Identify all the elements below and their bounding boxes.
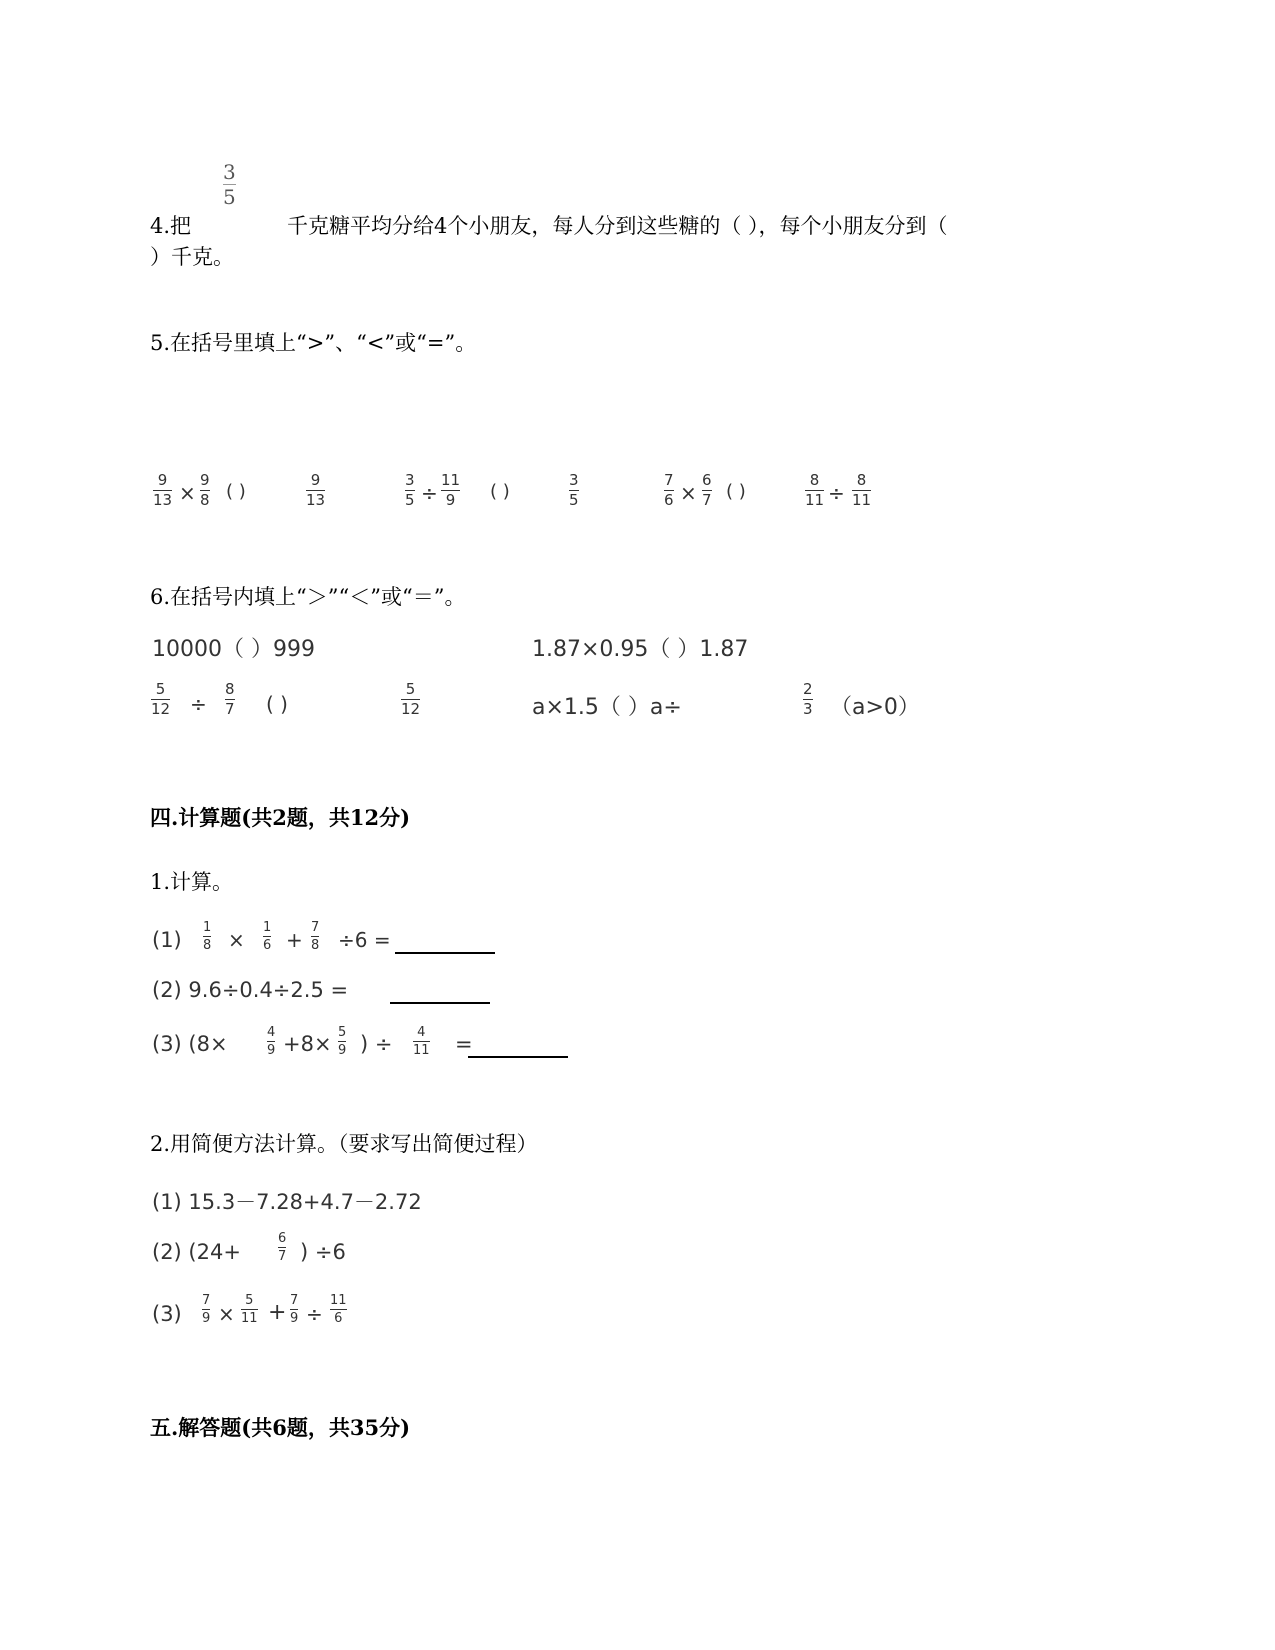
fraction (311, 921, 319, 952)
times-sign: × (228, 928, 245, 952)
q4-fraction (223, 162, 236, 207)
fraction (225, 682, 235, 717)
section-5-heading: 五.解答题(共6题，共35分) (150, 1415, 411, 1440)
fraction (200, 473, 210, 508)
fraction-numerator: 3 (223, 160, 236, 184)
plus-sign: + (286, 928, 303, 952)
fraction (338, 1026, 346, 1057)
q4-line1: 千克糖平均分给4个小朋友，每人分到这些糖的（ ），每个小朋友分到（ (287, 214, 948, 238)
fraction-bar (202, 1309, 210, 1310)
fraction-denominator: 8 (311, 938, 320, 953)
label: (1) (152, 928, 182, 952)
fraction-numerator: 4 (417, 1025, 426, 1040)
fraction-denominator: 11 (805, 491, 825, 509)
fraction-denominator: 12 (151, 700, 171, 718)
answer-parentheses[interactable]: ( ) (726, 481, 746, 502)
times-sign: × (218, 1302, 235, 1326)
fraction-bar (338, 1041, 346, 1042)
fraction (151, 682, 170, 717)
fraction-denominator: 11 (852, 491, 872, 509)
fraction (203, 921, 211, 952)
fraction-numerator: 9 (310, 471, 321, 489)
fraction-numerator: 5 (245, 1293, 254, 1308)
fraction-numerator: 3 (405, 471, 415, 489)
fraction (664, 473, 674, 508)
answer-blank[interactable] (468, 1034, 568, 1058)
fraction-numerator: 5 (155, 680, 166, 698)
fraction-denominator: 13 (153, 491, 173, 509)
label: (3) (8× (152, 1032, 228, 1056)
fraction-numerator: 7 (311, 920, 320, 935)
fraction-denominator: 12 (401, 700, 421, 718)
divide-sign: ÷ (828, 481, 845, 505)
equals-sign: = (455, 1032, 473, 1056)
fraction-bar (203, 936, 211, 937)
answer-parentheses[interactable]: ( ) (266, 692, 288, 716)
fraction (153, 473, 172, 508)
fraction (290, 1294, 298, 1325)
fraction-denominator: 3 (803, 700, 813, 718)
fraction-numerator: 6 (278, 1231, 287, 1246)
fraction-numerator: 5 (338, 1025, 347, 1040)
fraction-numerator: 1 (263, 920, 272, 935)
fraction-numerator: 9 (200, 471, 210, 489)
fraction (803, 682, 813, 717)
fraction-numerator: 7 (290, 1293, 299, 1308)
fraction (805, 473, 824, 508)
condition-text: （a>0） (830, 695, 920, 720)
fraction-denominator: 9 (290, 1311, 299, 1326)
times-sign: × (179, 481, 196, 505)
section-4-heading: 四.计算题(共2题，共12分) (150, 805, 411, 830)
fraction-denominator: 7 (278, 1249, 287, 1264)
fraction-denominator: 7 (702, 491, 712, 509)
fraction-denominator: 6 (263, 938, 272, 953)
fraction (702, 473, 712, 508)
fraction-numerator: 8 (225, 680, 235, 698)
fraction-denominator: 11 (241, 1311, 258, 1326)
q5-title: 5.在括号里填上“>”、“<”或“=”。 (150, 331, 477, 355)
answer-blank[interactable] (395, 930, 495, 954)
fraction-denominator: 8 (203, 938, 212, 953)
fraction (306, 473, 325, 508)
fraction-numerator: 8 (809, 471, 820, 489)
q6-row1-left: 10000（ ）999 (152, 637, 315, 662)
sec4-q2-title: 2.用简便方法计算。（要求写出简便过程） (150, 1132, 538, 1156)
fraction (263, 921, 271, 952)
q6-row2-right: a×1.5（ ）a÷ (532, 695, 682, 720)
fraction-denominator: 9 (267, 1043, 276, 1058)
fraction-numerator: 5 (405, 680, 416, 698)
simplify-line-2-tail: ) ÷6 (300, 1240, 346, 1264)
fraction-denominator: 7 (225, 700, 235, 718)
fraction-denominator: 5 (569, 491, 579, 509)
expr-tail: ÷6 = (338, 928, 391, 952)
fraction-denominator: 5 (223, 185, 236, 209)
fraction-bar (278, 1247, 286, 1248)
divide-sign: ÷ (421, 481, 438, 505)
fraction-bar (267, 1041, 275, 1042)
fraction (330, 1294, 347, 1325)
fraction-numerator: 1 (203, 920, 212, 935)
fraction (202, 1294, 210, 1325)
fraction-denominator: 6 (334, 1311, 343, 1326)
fraction-bar (311, 936, 319, 937)
fraction (569, 473, 579, 508)
fraction-bar (290, 1309, 298, 1310)
fraction-denominator: 9 (445, 491, 456, 509)
fraction-denominator: 13 (306, 491, 326, 509)
plus-sign: + (268, 1300, 287, 1325)
answer-blank[interactable] (390, 980, 490, 1004)
fraction-numerator: 7 (664, 471, 674, 489)
expr-close: ) ÷ (360, 1032, 393, 1056)
fraction-numerator: 2 (803, 680, 813, 698)
fraction-numerator: 7 (202, 1293, 211, 1308)
q6-title: 6.在括号内填上“＞”“＜”或“＝”。 (150, 585, 466, 609)
label: (3) (152, 1302, 182, 1326)
fraction (267, 1026, 275, 1057)
fraction (852, 473, 871, 508)
simplify-line-1: (1) 15.3－7.28+4.7－2.72 (152, 1190, 422, 1214)
fraction-denominator: 9 (202, 1311, 211, 1326)
fraction-bar (413, 1041, 430, 1042)
fraction-numerator: 11 (330, 1293, 347, 1308)
sec4-q1-title: 1.计算。 (150, 870, 234, 894)
fraction (401, 682, 420, 717)
fraction-denominator: 5 (405, 491, 415, 509)
fraction-denominator: 6 (664, 491, 674, 509)
answer-parentheses[interactable]: ( ) (490, 481, 510, 502)
simplify-line-2-pre: (2) (24+ (152, 1240, 241, 1264)
q6-row1-right: 1.87×0.95（ ）1.87 (532, 637, 749, 662)
fraction-numerator: 3 (569, 471, 579, 489)
fraction-bar (263, 936, 271, 937)
answer-parentheses[interactable]: ( ) (226, 481, 246, 502)
fraction (441, 473, 460, 508)
fraction-numerator: 9 (157, 471, 168, 489)
calc-line-2: (2) 9.6÷0.4÷2.5 = (152, 978, 349, 1002)
fraction-numerator: 6 (702, 471, 712, 489)
divide-sign: ÷ (190, 692, 207, 716)
fraction (278, 1232, 286, 1263)
times-sign: × (680, 481, 697, 505)
fraction-denominator: 9 (338, 1043, 347, 1058)
fraction (405, 473, 415, 508)
divide-sign: ÷ (306, 1302, 323, 1326)
fraction-bar (241, 1309, 258, 1310)
fraction (241, 1294, 258, 1325)
q4-number: 4.把 (150, 214, 192, 238)
fraction-denominator: 11 (413, 1043, 430, 1058)
expr-mid: +8× (283, 1032, 332, 1056)
fraction-numerator: 4 (267, 1025, 276, 1040)
fraction-numerator: 11 (441, 471, 461, 489)
fraction-numerator: 8 (856, 471, 867, 489)
q4-line2: ）千克。 (150, 245, 234, 269)
fraction (413, 1026, 430, 1057)
fraction-denominator: 8 (200, 491, 210, 509)
fraction-bar (330, 1309, 347, 1310)
